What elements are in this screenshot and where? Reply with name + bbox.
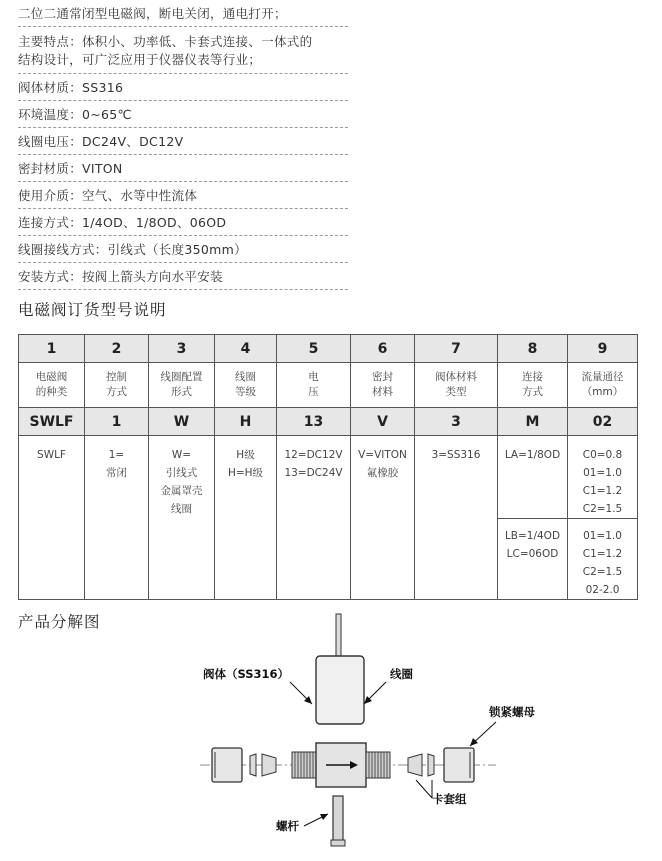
cell-line: 13=DC24V	[284, 467, 343, 479]
table-cell	[498, 436, 568, 519]
cell-line: 氟橡胶	[366, 467, 399, 479]
cell-line: V=VITON	[358, 449, 407, 461]
stem-cap	[331, 840, 345, 846]
table-cell: 6	[351, 335, 415, 363]
table-cell	[85, 436, 149, 600]
table-cell	[415, 363, 498, 408]
table-cell: 4	[215, 335, 277, 363]
table-cell	[19, 363, 85, 408]
spec-line: 使用介质：空气、水等中性流体	[18, 182, 348, 209]
cell-line: 电	[308, 371, 319, 383]
order-section-title: 电磁阀订货型号说明	[18, 301, 167, 319]
cell-line: 01=1.0	[583, 530, 622, 542]
table-cell: 7	[415, 335, 498, 363]
order-code-table	[18, 334, 638, 600]
table-cell: 13	[277, 408, 351, 436]
table-cell	[149, 363, 215, 408]
pointer-line	[416, 780, 432, 798]
spec-line: 线圈电压：DC24V、DC12V	[18, 128, 348, 155]
cell-line: 压	[308, 386, 319, 398]
cell-line: SWLF	[37, 449, 66, 461]
cell-line: LA=1/8OD	[504, 449, 561, 461]
cell-line: 形式	[171, 386, 192, 398]
table-row-options	[19, 436, 638, 519]
cell-line: 01=1.0	[583, 467, 622, 479]
table-cell: 1	[19, 335, 85, 363]
exploded-view-title: 产品分解图	[18, 613, 101, 631]
table-cell: 3	[415, 408, 498, 436]
cell-line: C2=1.5	[582, 566, 623, 578]
cell-line: 线圈	[235, 371, 256, 383]
cell-line: 等级	[235, 386, 256, 398]
right-thread-lines	[369, 752, 387, 778]
right-ferrule-back	[428, 754, 434, 776]
cell-line: 线圈配置	[160, 371, 203, 383]
spec-list	[18, 0, 348, 290]
cell-line: W=	[171, 449, 192, 461]
cell-line: LB=1/4OD	[504, 530, 561, 542]
cell-line: 流量通径	[581, 371, 624, 383]
cell-line: 阀体材料	[435, 371, 477, 383]
table-cell: 3	[149, 335, 215, 363]
table-row-descriptions	[19, 363, 638, 408]
label-ferrule-set: 卡套组	[432, 792, 467, 806]
table-cell	[498, 363, 568, 408]
cell-line: H=H级	[227, 467, 264, 479]
table-cell: SWLF	[19, 408, 85, 436]
table-cell	[568, 519, 638, 600]
table-cell	[215, 436, 277, 600]
cell-line: 连接	[522, 371, 543, 383]
table-cell: 5	[277, 335, 351, 363]
table-cell	[568, 363, 638, 408]
table-cell: 02	[568, 408, 638, 436]
table-cell	[215, 363, 277, 408]
table-cell	[149, 436, 215, 600]
cell-line: 金属罩壳	[160, 485, 203, 497]
cell-line: 类型	[445, 386, 467, 398]
left-ferrule-back	[250, 754, 256, 776]
cell-line: C0=0.8	[582, 449, 623, 461]
cell-line: 方式	[106, 386, 127, 398]
spec-line: 密封材质：VITON	[18, 155, 348, 182]
cell-line: 材料	[372, 386, 393, 398]
table-cell: 9	[568, 335, 638, 363]
table-cell: W	[149, 408, 215, 436]
spec-line: 环境温度：0~65℃	[18, 101, 348, 128]
stem-part	[333, 796, 343, 844]
label-valve-body: 阀体（SS316）	[203, 667, 290, 681]
cell-line: 密封	[372, 371, 393, 383]
table-cell: 1	[85, 408, 149, 436]
coil-part	[316, 656, 364, 724]
cell-line: LC=06OD	[506, 548, 559, 560]
table-cell	[277, 363, 351, 408]
table-cell: V	[351, 408, 415, 436]
cell-line: 常闭	[106, 467, 127, 479]
cell-line: H级	[236, 449, 255, 461]
spec-line: 线圈接线方式：引线式（长度350mm）	[18, 236, 348, 263]
table-cell: 2	[85, 335, 149, 363]
cell-line: 电磁阀	[35, 371, 68, 383]
label-coil: 线圈	[390, 667, 413, 681]
left-thread-lines	[295, 752, 313, 778]
spec-line-part: 主要特点：体积小、功率低、卡套式连接、一体式的	[18, 34, 313, 49]
label-stem: 螺杆	[276, 819, 299, 833]
cell-line: （mm）	[581, 386, 624, 398]
cell-line: 控制	[106, 371, 127, 383]
cell-line: C1=1.2	[582, 485, 623, 497]
table-cell	[85, 363, 149, 408]
cell-line: C2=1.5	[582, 503, 623, 515]
table-cell	[351, 363, 415, 408]
table-row-numbers	[19, 335, 638, 363]
exploded-diagram	[0, 600, 662, 861]
table-cell	[498, 519, 568, 600]
spec-line	[18, 27, 348, 74]
left-lock-nut	[212, 748, 242, 782]
cell-line: 02-2.0	[585, 584, 620, 596]
coil-lead-wire	[336, 614, 341, 658]
cell-line: 线圈	[171, 503, 192, 515]
table-cell	[19, 436, 85, 600]
spec-line: 二位二通常闭型电磁阀，断电关闭，通电打开；	[18, 0, 348, 27]
table-cell	[568, 436, 638, 519]
spec-line-part: 结构设计，可广泛应用于仪器仪表等行业；	[18, 52, 262, 67]
table-cell	[277, 436, 351, 600]
spec-line: 安装方式：按阀上箭头方向水平安装	[18, 263, 348, 290]
table-cell	[415, 436, 498, 600]
cell-line: 1=	[108, 449, 125, 461]
cell-line: 方式	[522, 386, 543, 398]
cell-line: C1=1.2	[582, 548, 623, 560]
table-cell: H	[215, 408, 277, 436]
spec-line: 阀体材质：SS316	[18, 74, 348, 101]
right-ferrule-front	[408, 754, 422, 776]
label-lock-nut: 锁紧螺母	[489, 705, 535, 719]
left-ferrule-front	[262, 754, 276, 776]
spec-line: 连接方式：1/4OD、1/8OD、06OD	[18, 209, 348, 236]
table-row-codes	[19, 408, 638, 436]
table-cell: M	[498, 408, 568, 436]
table-cell: 8	[498, 335, 568, 363]
cell-line: 12=DC12V	[284, 449, 343, 461]
cell-line: 的种类	[35, 386, 68, 398]
cell-line: 3=SS316	[431, 449, 481, 461]
table-cell	[351, 436, 415, 600]
cell-line: 引线式	[165, 467, 198, 479]
